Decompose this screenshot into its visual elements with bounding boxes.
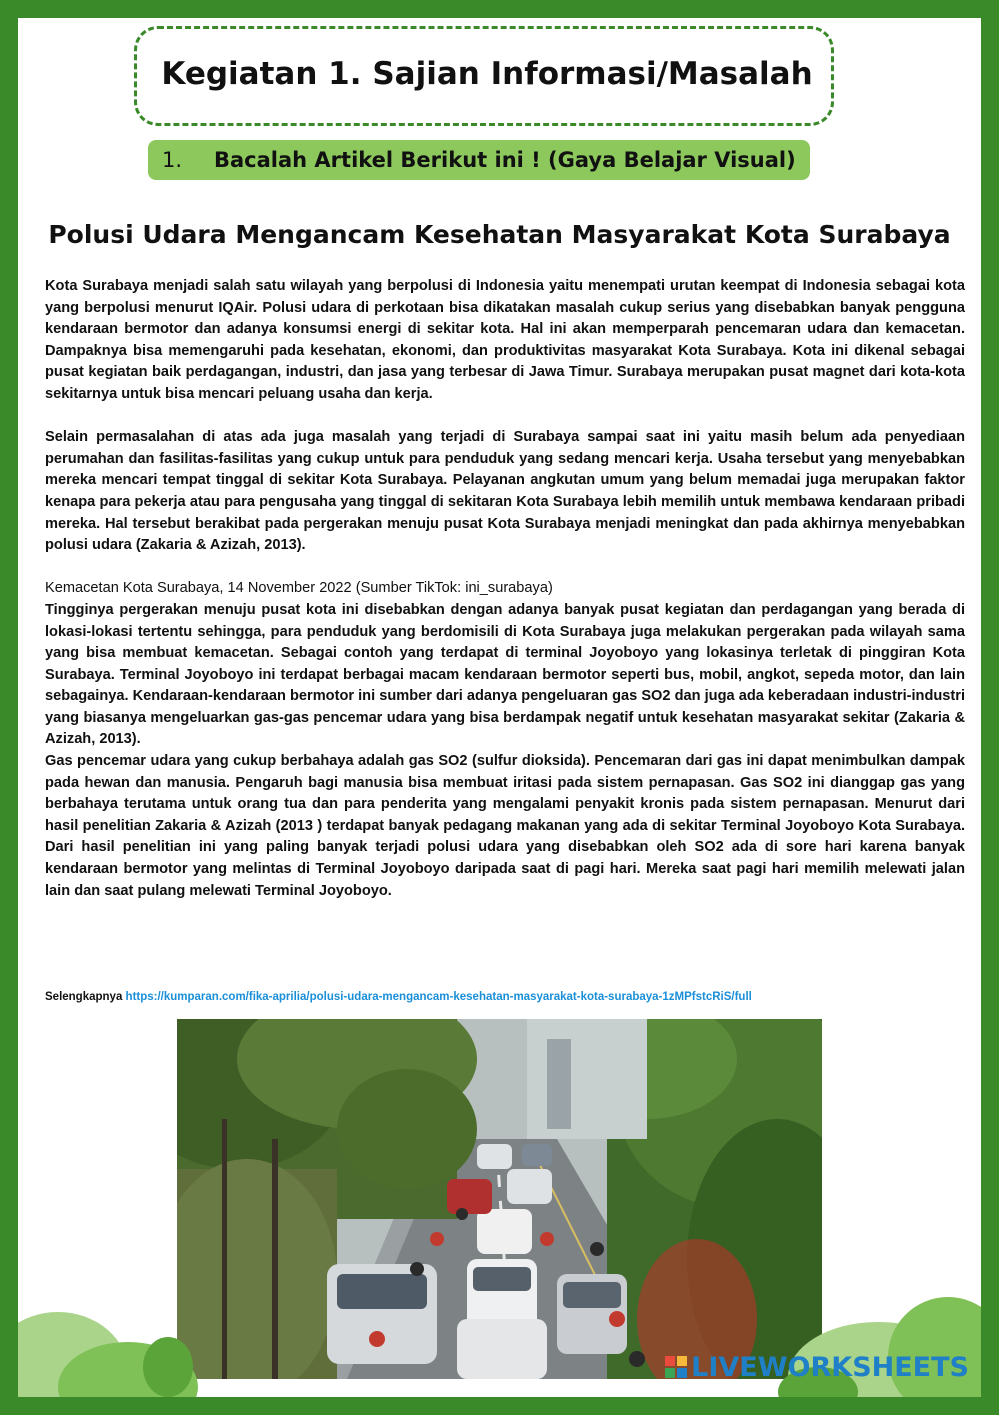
image-caption: Kemacetan Kota Surabaya, 14 November 2022 (Sumber TikTok: ini_surabaya): [45, 580, 553, 597]
worksheet-page: [18, 18, 981, 1397]
instruction-number: 1.: [162, 148, 183, 172]
source-link[interactable]: https://kumparan.com/fika-aprilia/polusi-udara-mengancam-kesehatan-masyarakat-kota-surabaya-1zMPfstcRiS/full: [125, 991, 752, 1003]
article-paragraph: Selain permasalahan di atas ada juga masalah yang terjadi di Surabaya sampai saat ini yaitu masih belum ada penyediaan perumahan dan fasilitas-fasilitas yang cukup untuk para penduduk yang sedang mencari kerja. Usaha tersebut yang menyebabkan mereka mencari tempat tinggal di sekitar Kota Surabaya. Pelayanan angkutan umum yang belum memadai juga merupakan faktor kenapa para pekerja atau para pengusaha yang tinggal di sekitaran Kota Surabaya lebih memilih untuk membawa kendaraan pribadi mereka. Hal tersebut berakibat pada pergerakan menuju pusat Kota Surabaya menjadi meningkat dan pada akhirnya menyebabkan polusi udara (Zakaria & Azizah, 2013).: [45, 429, 965, 554]
article-paragraph: Gas pencemar udara yang cukup berbahaya adalah gas SO2 (sulfur dioksida). Pencemaran dari gas ini dapat menimbulkan dampak pada hewan dan manusia. Pengaruh bagi manusia bisa membuat iritasi pada sistem pernapasan. Gas SO2 ini dianggap gas yang berbahaya terutama untuk orang tua dan para penderita yang mengalami penyakit kronis pada sistem pernapasan. Menurut dari hasil penelitian Zakaria & Azizah (2013 ) terdapat banyak pedagang makanan yang ada di sekitar Terminal Joyoboyo Kota Surabaya. Dari hasil penelitian ini yang paling banyak terjadi polusi udara yang disebabkan oleh SO2 ada di sore hari karena banyak kendaraan bermotor yang melintas di Terminal Joyoboyo daripada saat di pagi hari. Mereka saat pagi hari memilih melewati jalan lain dan saat pulang melewati Terminal Joyoboyo.: [45, 753, 965, 899]
article-paragraph: Kota Surabaya menjadi salah satu wilayah yang berpolusi di Indonesia yaitu menempati urutan keempat di Indonesia sebagai kota yang berpolusi menurut IQAir. Polusi udara di perkotaan bisa dikatakan masalah cukup serius yang disebabkan banyak pengguna kendaraan bermotor dan adanya konsumsi energi di sekitar kota. Hal ini akan memperparah pencemaran udara dan kemacetan. Dampaknya bisa memengaruhi pada kesehatan, ekonomi, dan produktivitas masyarakat Kota Surabaya. Kota ini dikenal sebagai pusat kegiatan baik perdagangan, industri, dan jasa yang terbesar di Jawa Timur. Surabaya merupakan pusat magnet dari kota-kota sekitarnya untuk bisa mencari peluang usaha dan kerja.: [45, 278, 965, 402]
instruction-text: Bacalah Artikel Berikut ini ! (Gaya Belajar Visual): [214, 148, 796, 172]
brand-text: LIVEWORKSHEETS: [691, 1352, 969, 1383]
article-paragraph: Tingginya pergerakan menuju pusat kota ini disebabkan dengan adanya banyak pusat kegiatan dan perdagangan yang berada di lokasi-lokasi tertentu sehingga, para penduduk yang berdomisili di Kota Surabaya juga melakukan pergerakan pada wilayah sama yang bisa membuat kemacetan. Sebagai contoh yang terdapat di terminal Joyoboyo yang lokasinya terletak di pinggiran Kota Surabaya. Terminal Joyoboyo ini terdapat berbagai macam kendaraan bermotor seperti bus, mobil, angkot, sepeda motor, dan lain sebagainya. Kendaraan-kendaraan bermotor ini sumber dari adanya pengeluaran gas SO2 dan juga ada keberadaan industri-industri yang biasanya mengeluarkan gas-gas pencemar udara yang bisa berdampak negatif untuk kesehatan masyarakat sekitar (Zakaria & Azizah, 2013).: [45, 601, 965, 748]
instruction-banner: [148, 140, 810, 180]
source-line: [45, 991, 752, 1003]
brand-logo: [665, 1352, 969, 1383]
article-body: [45, 276, 965, 902]
source-label: Selengkapnya: [45, 991, 123, 1003]
article-title: Polusi Udara Mengancam Kesehatan Masyarakat Kota Surabaya: [48, 220, 951, 249]
liveworksheets-logo-icon: [665, 1356, 687, 1378]
activity-title: Kegiatan 1. Sajian Informasi/Masalah: [161, 56, 813, 92]
